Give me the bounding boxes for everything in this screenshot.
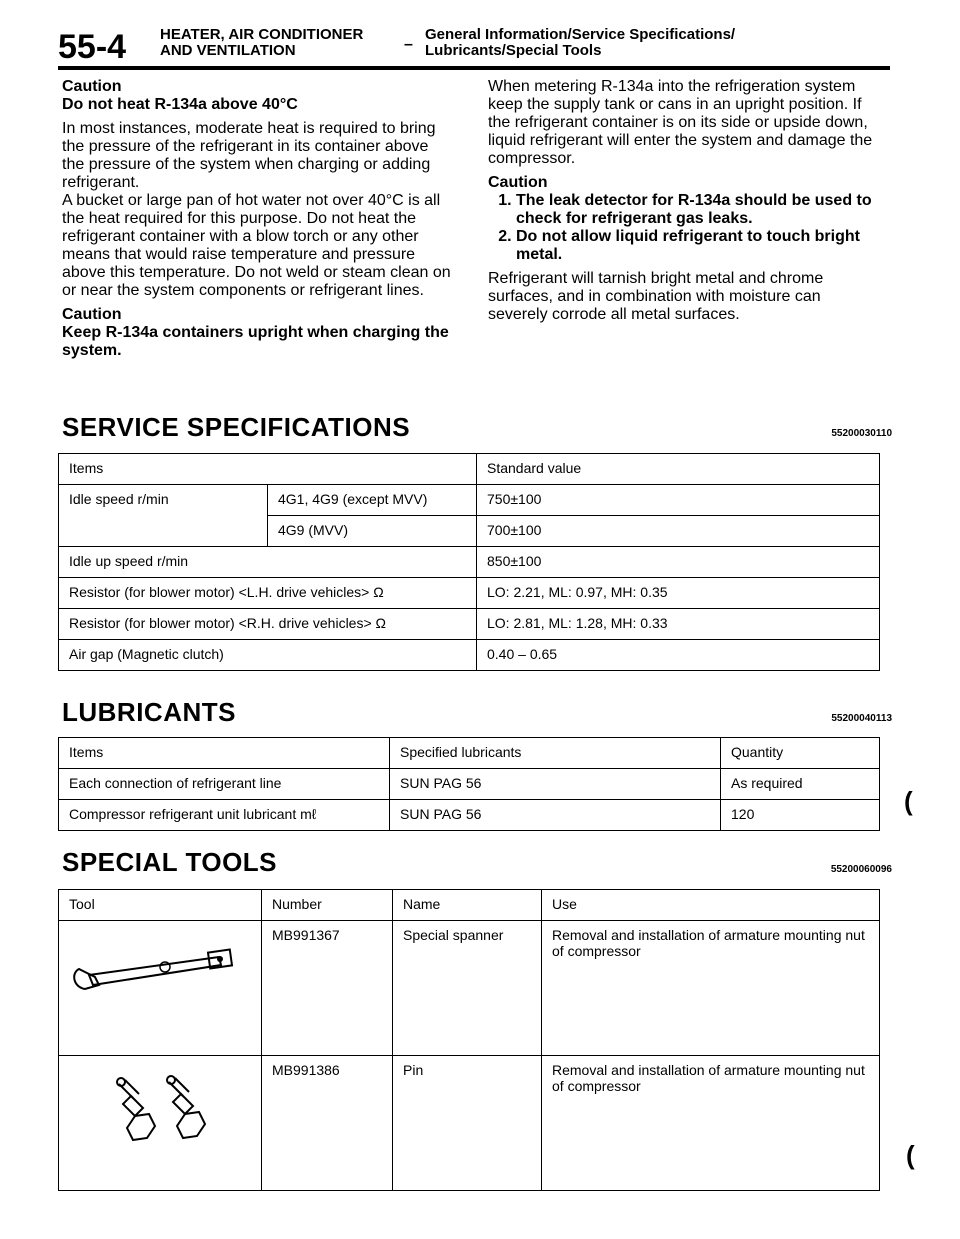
caution-text: Do not heat R-134a above 40°C — [62, 96, 298, 113]
header-cell: Use — [542, 890, 880, 921]
table-cell: SUN PAG 56 — [390, 769, 721, 800]
table-cell: Resistor (for blower motor) <R.H. drive vehicles> Ω — [59, 609, 477, 640]
table-row — [59, 609, 880, 640]
caution-list-item: 2. Do not allow liquid refrigerant to touch bright metal. — [516, 228, 880, 264]
table-cell: As required — [721, 769, 880, 800]
lubricants-table — [58, 737, 880, 831]
header-rule — [58, 66, 890, 70]
caution-label: Caution — [62, 78, 122, 95]
header-cell: Name — [393, 890, 542, 921]
right-column — [488, 78, 880, 330]
table-cell: Removal and installation of armature mounting nut of compressor — [542, 921, 880, 1056]
special-tools-table — [58, 889, 880, 1191]
table-cell: LO: 2.21, ML: 0.97, MH: 0.35 — [477, 578, 880, 609]
section-title-line2: Lubricants/Special Tools — [425, 42, 602, 59]
section-code: 55200030110 — [831, 428, 892, 439]
service-spec-table — [58, 453, 880, 671]
caution-label: Caution — [62, 306, 122, 323]
header-cell: Specified lubricants — [390, 738, 721, 769]
table-cell: Idle up speed r/min — [59, 547, 477, 578]
caution-text: Keep R-134a containers upright when charging the system. — [62, 324, 449, 359]
tool-image-cell — [59, 1056, 262, 1191]
section-heading: SERVICE SPECIFICATIONS — [62, 412, 411, 442]
header-cell: Quantity — [721, 738, 880, 769]
header-cell: Items — [59, 454, 477, 485]
table-cell: SUN PAG 56 — [390, 800, 721, 831]
table-cell: Pin — [393, 1056, 542, 1191]
table-cell: 700±100 — [477, 516, 880, 547]
section-heading: LUBRICANTS — [62, 697, 236, 727]
table-cell: 4G1, 4G9 (except MVV) — [268, 485, 477, 516]
tool-image-cell — [59, 921, 262, 1056]
header-cell: Standard value — [477, 454, 880, 485]
pin-icon — [69, 1070, 239, 1150]
table-row — [59, 485, 880, 516]
header-cell: Tool — [59, 890, 262, 921]
table-cell: Air gap (Magnetic clutch) — [59, 640, 477, 671]
table-row — [59, 578, 880, 609]
table-cell: LO: 2.81, ML: 1.28, MH: 0.33 — [477, 609, 880, 640]
table-cell: Each connection of refrigerant line — [59, 769, 390, 800]
chapter-title — [160, 27, 363, 59]
margin-mark: ( — [904, 786, 913, 816]
paragraph: A bucket or large pan of hot water not over 40°C is all the heat required for this purpose. Do not heat the refrigerant container with a blow torch or any other means that would raise temperature and pressure above this temperature. Do not weld or steam clean on or near the system components or refrigerant lines. — [62, 192, 451, 299]
paragraph: Refrigerant will tarnish bright metal and chrome surfaces, and in combination with moisture can severely corrode all metal surfaces. — [488, 270, 824, 323]
table-cell: 0.40 – 0.65 — [477, 640, 880, 671]
table-row — [59, 547, 880, 578]
paragraph: In most instances, moderate heat is required to bring the pressure of the refrigerant in its container above the pressure of the system when charging or adding refrigerant. — [62, 120, 436, 191]
table-cell: MB991386 — [262, 1056, 393, 1191]
table-cell: Idle speed r/min — [59, 485, 268, 547]
table-header-row — [59, 738, 880, 769]
spanner-icon — [69, 935, 239, 1005]
chapter-title-line1: HEATER, AIR CONDITIONER — [160, 26, 364, 43]
table-header-row — [59, 890, 880, 921]
table-row — [59, 769, 880, 800]
table-header-row — [59, 454, 880, 485]
table-cell: Special spanner — [393, 921, 542, 1056]
caution-label: Caution — [488, 174, 548, 191]
paragraph: When metering R-134a into the refrigeration system keep the supply tank or cans in an upright position. If the refrigerant container is on its side or upside down, liquid refrigerant will enter the system and damage the compressor. — [488, 78, 873, 167]
table-cell: 750±100 — [477, 485, 880, 516]
header-cell: Number — [262, 890, 393, 921]
caution-list-item: 1. The leak detector for R-134a should be used to check for refrigerant gas leaks. — [516, 192, 880, 228]
section-code: 55200060096 — [830, 864, 892, 875]
table-row — [59, 640, 880, 671]
table-row — [59, 1056, 880, 1191]
margin-mark: ( — [906, 1140, 915, 1170]
caution-list — [488, 192, 880, 264]
header-dash: – — [404, 36, 413, 53]
chapter-title-line2: AND VENTILATION — [160, 42, 296, 59]
table-cell: 850±100 — [477, 547, 880, 578]
table-cell: Resistor (for blower motor) <L.H. drive vehicles> Ω — [59, 578, 477, 609]
section-title-line1: General Information/Service Specifications/ — [425, 26, 736, 43]
table-cell: Compressor refrigerant unit lubricant mℓ — [59, 800, 390, 831]
section-heading: SPECIAL TOOLS — [62, 847, 278, 877]
section-title — [425, 27, 735, 59]
page-number: 55-4 — [58, 28, 127, 66]
table-cell: Removal and installation of armature mounting nut of compressor — [542, 1056, 880, 1191]
table-row — [59, 921, 880, 1056]
table-cell: 4G9 (MVV) — [268, 516, 477, 547]
table-row — [59, 800, 880, 831]
section-code: 55200040113 — [831, 713, 892, 724]
left-column — [62, 78, 454, 366]
table-cell: MB991367 — [262, 921, 393, 1056]
table-cell: 120 — [721, 800, 880, 831]
header-cell: Items — [59, 738, 390, 769]
